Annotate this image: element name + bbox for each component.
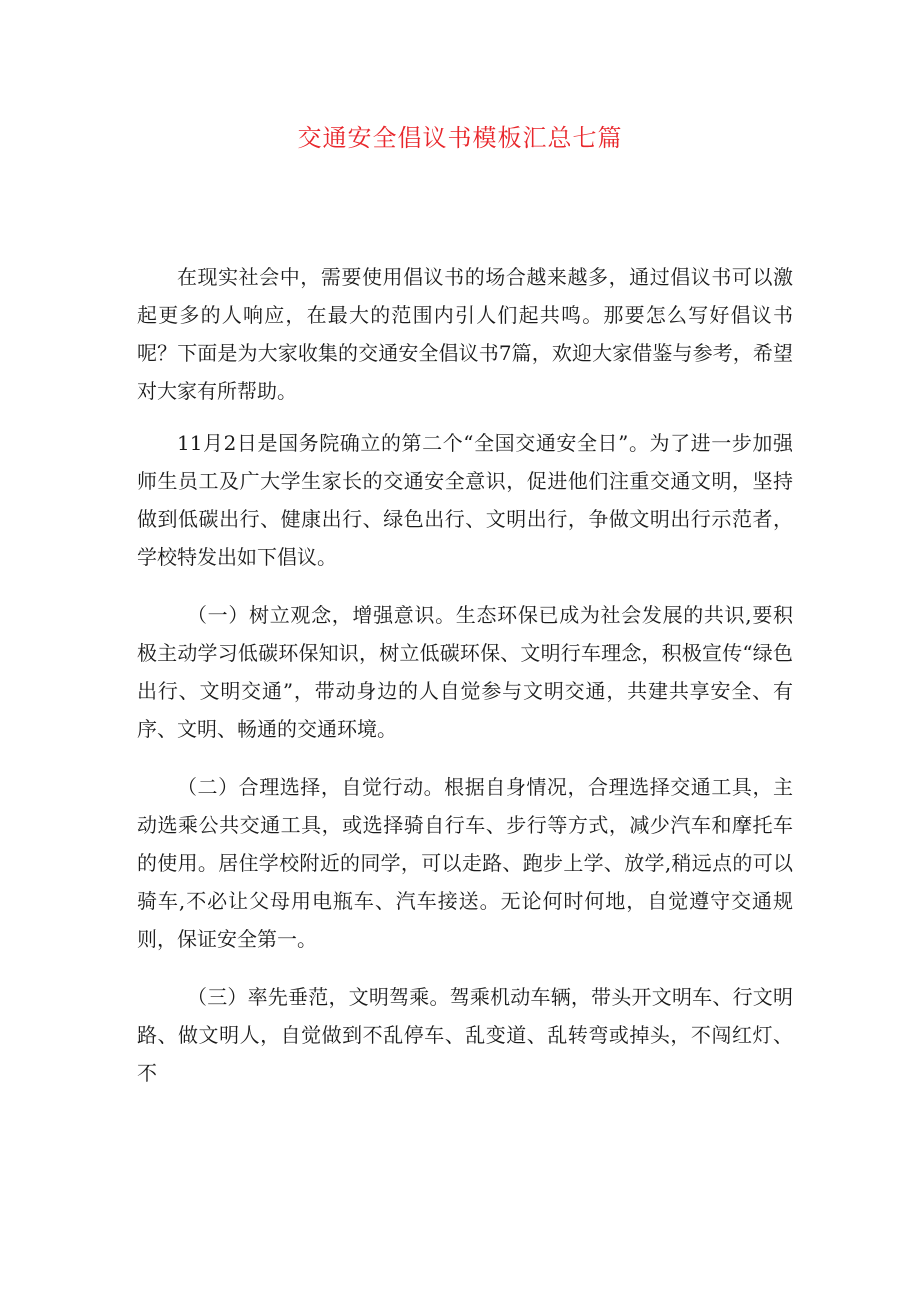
paragraph-intro: 在现实社会中，需要使用倡议书的场合越来越多，通过倡议书可以激起更多的人响应，在最大的范围内引人们起共鸣。那要怎么写好倡议书呢？下面是为大家收集的交通安全倡议书7篇，欢迎大家借鉴与参考，希望对大家有所帮助。 — [137, 265, 793, 403]
paragraph-item-1: （一）树立观念，增强意识。生态环保已成为社会发展的共识,要积极主动学习低碳环保知识，树立低碳环保、文明行车理念，积极宣传“绿色出行、文明交通”，带动身边的人自觉参与文明交通，共建共享安全、有序、文明、畅通的交通环境。 — [137, 603, 793, 741]
document-title: 交通安全倡议书模板汇总七篇 — [297, 124, 623, 152]
paragraph-item-3: （三）率先垂范，文明驾乘。驾乘机动车辆，带头开文明车、行文明路、做文明人，自觉做到不乱停车、乱变道、乱转弯或掉头，不闯红灯、不 — [137, 985, 793, 1085]
paragraph-item-2: （二）合理选择，自觉行动。根据自身情况，合理选择交通工具，主动选乘公共交通工具，或选择骑自行车、步行等方式，减少汽车和摩托车的使用。居住学校附近的同学，可以走路、跑步上学、放学,稍远点的可以骑车,不必让父母用电瓶车、汽车接送。无论何时何地，自觉遵守交通规则，保证安全第一。 — [137, 775, 793, 951]
paragraph-safety-day: 11月2日是国务院确立的第二个“全国交通安全日”。为了进一步加强师生员工及广大学生家长的交通安全意识，促进他们注重交通文明，坚持做到低碳出行、健康出行、绿色出行、文明出行，争做文明出行示范者，学校特发出如下倡议。 — [137, 431, 793, 569]
document-body — [137, 258, 793, 1092]
